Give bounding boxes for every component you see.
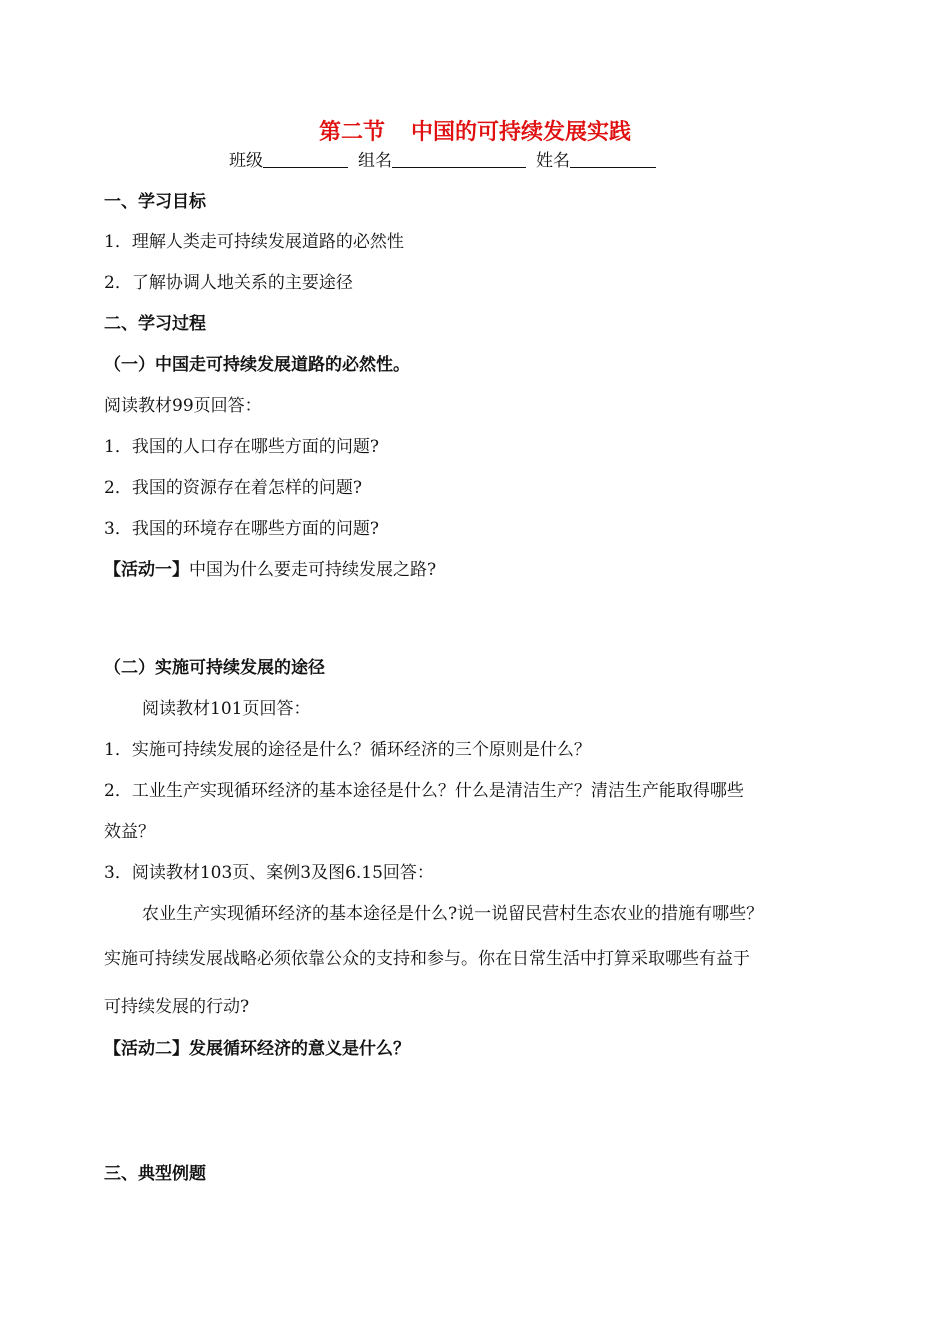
reading-instruction-1: 阅读教材99页回答： (104, 396, 262, 416)
question-case-study: 3．阅读教材103页、案例3及图6.15回答： (104, 863, 434, 883)
document-title (0, 118, 950, 148)
objective-item-2: 2．了解协调人地关系的主要途径 (104, 273, 353, 293)
title-text: 中国的可持续发展实践 (411, 120, 632, 145)
title-section-number: 第二节 (318, 120, 385, 145)
activity-two (104, 1037, 410, 1061)
subsection-heading-necessity: （一）中国走可持续发展道路的必然性。 (104, 355, 410, 375)
activity-one-text: 中国为什么要走可持续发展之路? (189, 560, 437, 580)
group-blank (392, 149, 526, 168)
question-public-line2: 可持续发展的行动? (104, 997, 250, 1017)
question-industry-line1: 2．工业生产实现循环经济的基本途径是什么？什么是清洁生产？清洁生产能取得哪些 (104, 781, 744, 801)
question-industry-line2: 效益？ (104, 822, 155, 842)
reading-instruction-2: 阅读教材101页回答： (142, 699, 311, 719)
activity-two-tag: 【活动二】 (104, 1039, 189, 1059)
class-label: 班级 (229, 151, 263, 171)
question-agriculture: 农业生产实现循环经济的基本途径是什么?说一说留民营村生态农业的措施有哪些？ (142, 904, 764, 924)
question-public-line1: 实施可持续发展战略必须依靠公众的支持和参与。你在日常生活中打算采取哪些有益于 (104, 949, 750, 969)
question-environment: 3．我国的环境存在哪些方面的问题? (104, 519, 379, 539)
section-heading-objectives: 一、学习目标 (104, 192, 206, 212)
subsection-heading-approaches: （二）实施可持续发展的途径 (104, 658, 325, 678)
group-label: 组名 (358, 151, 392, 171)
question-resources: 2．我国的资源存在着怎样的问题? (104, 478, 362, 498)
objective-item-1: 1．理解人类走可持续发展道路的必然性 (104, 232, 404, 252)
activity-one-tag: 【活动一】 (104, 560, 189, 580)
class-blank (263, 149, 348, 168)
question-population: 1．我国的人口存在哪些方面的问题? (104, 437, 379, 457)
name-blank (570, 149, 656, 168)
question-approaches: 1．实施可持续发展的途径是什么？循环经济的三个原则是什么？ (104, 740, 591, 760)
section-heading-examples: 三、典型例题 (104, 1164, 206, 1184)
activity-two-text: 发展循环经济的意义是什么？ (189, 1039, 410, 1059)
student-info-line (229, 149, 656, 173)
name-label: 姓名 (536, 151, 570, 171)
activity-one (104, 558, 436, 582)
section-heading-process: 二、学习过程 (104, 314, 206, 334)
